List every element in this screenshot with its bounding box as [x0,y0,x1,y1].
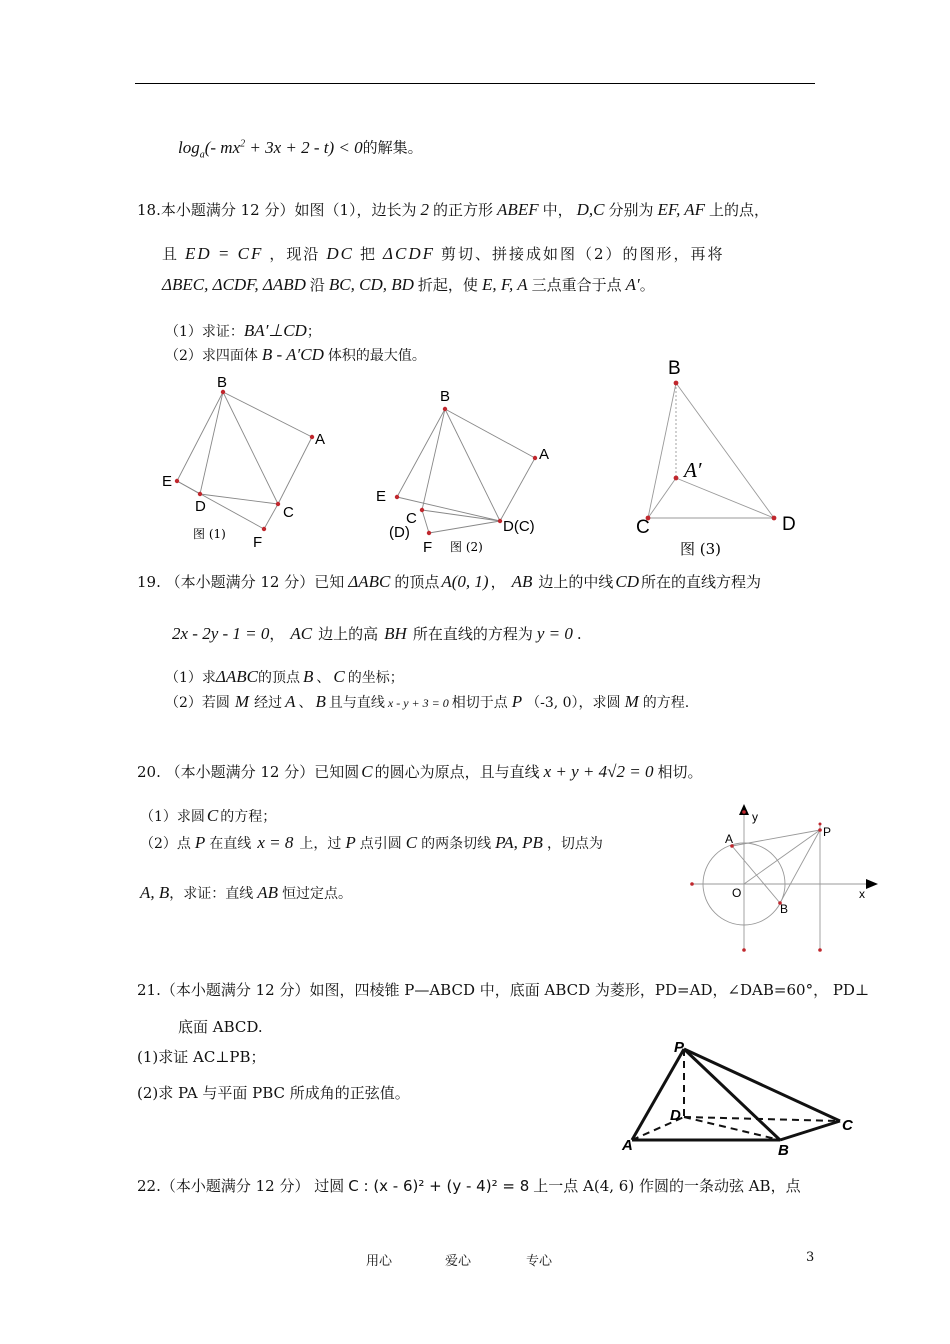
q19-sub2: （2）若圆 M 经过 A 、 B 且与直线 x - y + 3 = 0 相切于点 P （-3, 0），求圆 M 的方程. [165,692,690,711]
footer-mid: 爱心 [445,1254,472,1269]
q20-sub2: （2）点 P 在直线 x = 8 上，过 P 点引圆 C 的两条切线 PA, PB ，切点为 [140,833,603,852]
q18-line1: 18.本小题满分 12 分）如图（1），边长为 2 的正方形 ABEF 中， D,C 分别为 EF, AF 上的点， [137,200,770,219]
fig1-caption: 图 (1) [193,527,226,541]
x-axis-arrow-icon [866,879,878,889]
q19-sub1: （1）求ΔABC的顶点 B 、 C 的坐标； [165,667,404,686]
fig5-label-P: P [674,1039,685,1056]
q18-line2: 且 ED = CF ，现沿 DC 把 ΔCDF 剪切、拼接成如图（2）的图形，再将 [162,244,725,263]
q22-line1: 22.（本小题满分 12 分） 过圆 C : (x - 6)² + (y - 4)² = 8 上一点 A(4, 6) 作圆的一条动弦 AB，点 [137,1177,801,1195]
q18-line3: ΔBEC, ΔCDF, ΔABD 沿 BC, CD, BD 折起，使 E, F, A 三点重合于点 A′。 [162,275,655,294]
fig5-label-A: A [622,1137,633,1154]
fig4-label-B: B [780,902,789,916]
q18-sub2: （2）求四面体 B - A′CD 体积的最大值。 [165,345,426,364]
fig2-label-C: C [406,510,417,527]
footer-left: 用心 [366,1254,393,1269]
fig4-label-O: O [732,886,742,900]
fig5-label-D: D [670,1107,681,1124]
fig1-label-E: E [162,473,173,490]
fig1-label-C: C [283,504,294,521]
fig1-label-B: B [217,374,228,391]
fig2-label-D-paren: (D) [389,524,410,541]
fig2-label-E: E [376,488,387,505]
q20-line1: 20. （本小题满分 12 分）已知圆 C 的圆心为原点，且与直线 x + y + 4√2 = 0 相切。 [137,762,703,781]
q20-sub3: A, B，求证：直线 AB 恒过定点。 [140,883,353,902]
fig4-label-y: y [752,810,758,824]
q21-line1: 21.（本小题满分 12 分）如图，四棱锥 P—ABCD 中，底面 ABCD 为菱形，PD=AD，∠DAB=60°， PD⊥ [137,981,870,999]
fig3-label-A-prime: A′ [684,458,702,482]
fig3-caption: 图 (3) [680,540,722,558]
q21-sub2: (2)求 PA 与平面 PBC 所成角的正弦值。 [137,1084,410,1102]
q19-line1: 19. （本小题满分 12 分）已知 ΔABC 的顶点 A(0, 1) ， AB 边上的中线 CD 所在的直线方程为 [137,572,762,591]
fig1-label-F: F [253,534,263,551]
fig3-label-D: D [782,514,796,535]
fig1-label-A: A [315,431,326,448]
fig2-label-A: A [539,446,550,463]
fig5-label-B: B [778,1142,789,1159]
fig2-label-B: B [440,388,451,405]
fig4-label-x: x [859,887,865,901]
fig4-label-A: A [725,832,734,846]
q17-text: 的解集。 [362,138,423,157]
fig3-label-C: C [636,517,650,538]
log-inequality: $\log_a(-$ $mx^2 + 3x + 2 - t) < 0$ [178,137,363,161]
fig4-label-P: P [823,825,832,839]
fig3-label-B: B [668,358,681,379]
fig2-label-F: F [423,539,433,556]
q21-sub1: (1)求证 AC⊥PB； [137,1048,266,1066]
footer-right: 专心 [526,1254,553,1269]
fig1-label-D: D [195,498,206,515]
q18-sub1: （1）求证：BA′⊥CD； [165,321,321,340]
q20-sub1: （1）求圆 C 的方程； [140,806,277,825]
q21-line2: 底面 ABCD. [178,1018,263,1036]
q19-line2: 2x - 2y - 1 = 0， AC 边上的高 BH 所在直线的方程为 y = 0 . [172,624,582,643]
page-number: 3 [806,1250,815,1265]
fig5-label-C: C [842,1117,853,1134]
fig2-label-DC: D(C) [503,518,535,535]
fig2-caption: 图 (2) [450,540,483,554]
